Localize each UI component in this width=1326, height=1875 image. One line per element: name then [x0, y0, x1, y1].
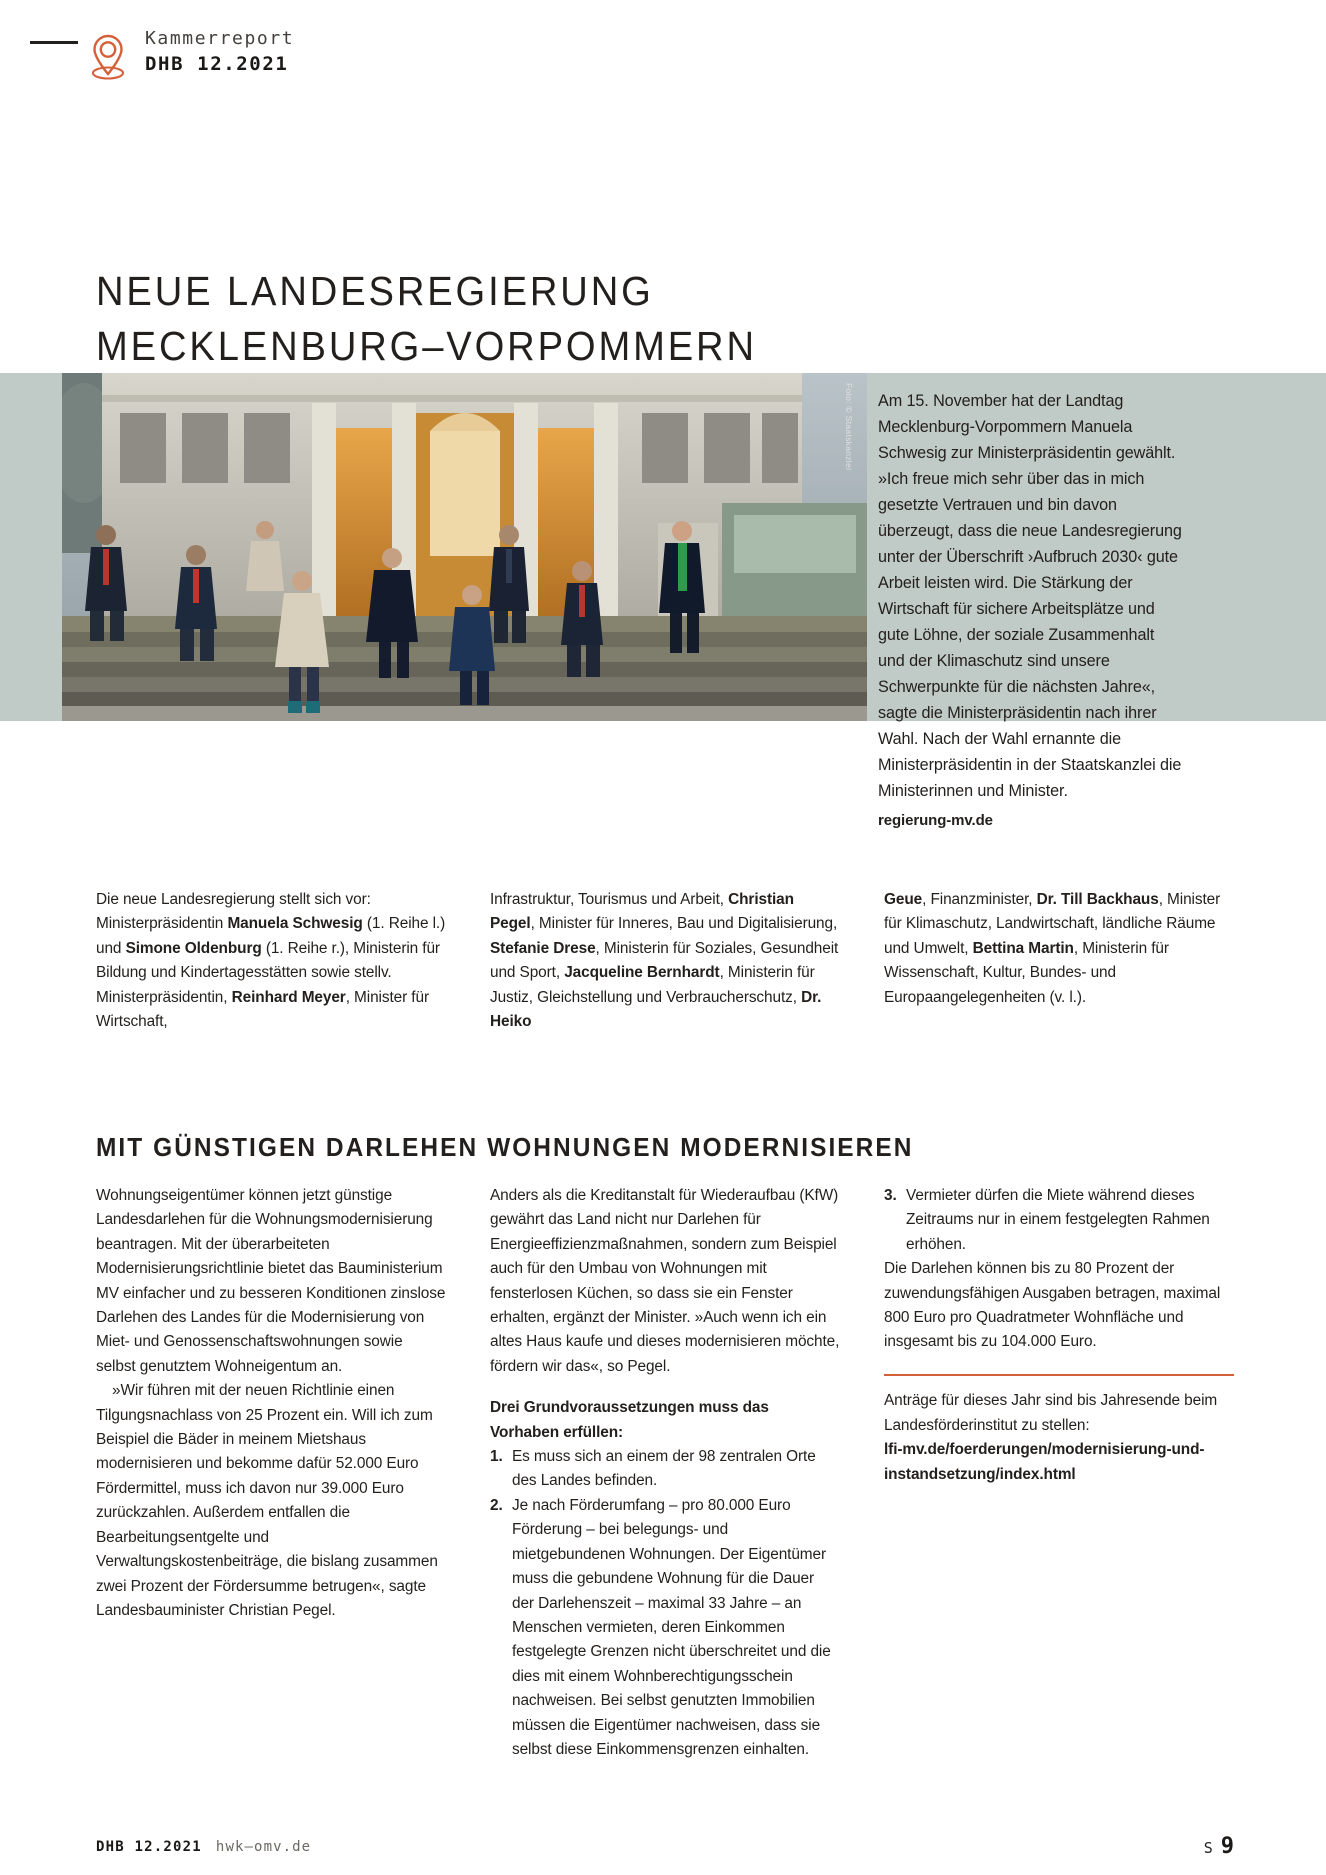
masthead [0, 28, 1326, 94]
caption-name: Stefanie Drese [490, 939, 596, 957]
list-item-text: Vermieter dürfen die Miete während dieses Zeitraums nur in einem festgelegten Rahmen erhöhen. [906, 1187, 1210, 1253]
application-link-line-2[interactable]: instandsetzung/index.html [884, 1465, 1076, 1483]
list-item [884, 1184, 1234, 1257]
page-title-line-2: MECKLENBURG–VORPOMMERN [96, 322, 757, 369]
caption-name: Christian Pegel [490, 891, 794, 933]
caption-text: (1. Reihe l.) und [96, 915, 446, 957]
caption-column-1 [96, 888, 446, 1034]
footer-issue: DHB 12.2021 [96, 1839, 202, 1855]
lead-paragraph-text: Am 15. November hat der Landtag Mecklenburg-Vorpommern Manuela Schwesig zur Ministerpräsidentin gewählt. »Ich freue mich sehr über das in mich gesetzte Vertrauen und bin davon überzeugt, dass die neue Landesregierung unter der Überschrift ›Aufbruch 2030‹ gute Arbeit leisten wird. Die Stärkung der Wirtschaft für sichere Arbeitsplätze und gute Löhne, der soziale Zusammenhalt und der Klimaschutz sind unsere Schwerpunkte für die nächsten Jahre«, sagte die Ministerpräsidentin nach ihrer Wahl. Nach der Wahl ernannte die Ministerpräsidentin in der Staatskanzlei die Ministerinnen und Minister. [878, 392, 1182, 800]
photo-credit: Foto: © Staatskanzlei [844, 383, 854, 471]
list-item [490, 1445, 840, 1494]
caption-text: , Minister für Wirtschaft, [96, 988, 429, 1031]
application-link-line-1[interactable]: lfi-mv.de/foerderungen/modernisierung-und- [884, 1441, 1205, 1459]
photo-caption [96, 888, 1234, 1034]
lead-source-link[interactable]: regierung-mv.de [878, 812, 993, 829]
caption-name: Dr. Till Backhaus [1036, 891, 1159, 908]
hero-photo [62, 373, 867, 721]
application-note-text: Anträge für dieses Jahr sind bis Jahresende beim Landesförderinstitut zu stellen: [884, 1392, 1218, 1434]
page-number: 9 [1220, 1834, 1234, 1859]
caption-column-3 [884, 888, 1234, 1034]
footer-left [96, 1838, 311, 1856]
list-item-text: Es muss sich an einem der 98 zentralen Orte des Landes befinden. [512, 1448, 816, 1490]
page-title-line-1: NEUE LANDESREGIERUNG [96, 268, 654, 315]
page-title [96, 264, 1026, 373]
location-pin-icon [88, 30, 128, 82]
list-item-number: 2. [490, 1496, 503, 1514]
body-paragraph: Wohnungseigentümer können jetzt günstige Landesdarlehen für die Wohnungsmodernisierung beantragen. Mit der überarbeiteten Modernisierungsrichtlinie bietet das Bauministerium MV einfacher und zu besseren Konditionen zinslose Darlehen des Landes für die Modernisierung von Miet- und Genossenschaftswohnungen sowie selbst genutztem Wohneigentum an. [96, 1187, 446, 1375]
body-subheading: Drei Grundvoraussetzungen muss das Vorhaben erfüllen: [490, 1399, 769, 1441]
caption-text: , Minister für Klimaschutz, Landwirtschaft, ländliche Räume und Umwelt, [884, 891, 1221, 957]
article-body [96, 1184, 1234, 1762]
caption-name: Simone Oldenburg [125, 939, 262, 957]
masthead-rule [30, 41, 78, 44]
lead-paragraph [878, 388, 1184, 833]
caption-text: , Finanzminister, [922, 891, 1037, 908]
footer-right [1204, 1834, 1234, 1859]
masthead-issue: DHB 12.2021 [145, 53, 289, 76]
list-item [490, 1494, 840, 1762]
caption-text: , Ministerin für Soziales, Gesundheit und Sport, [490, 939, 839, 982]
body-paragraph: Die Darlehen können bis zu 80 Prozent der zuwendungsfähigen Ausgaben betragen, maximal 800 Euro pro Quadratmeter Wohnfläche und insgesamt bis zu 104.000 Euro. [884, 1260, 1221, 1351]
caption-name: Manuela Schwesig [227, 915, 363, 933]
caption-text: , Ministerin für Wissenschaft, Kultur, Bundes- und Europaangelegenheiten (v. l.). [884, 939, 1169, 1006]
caption-text: , Ministerin für Justiz, Gleichstellung und Verbraucherschutz, [490, 964, 815, 1006]
body-column-3 [884, 1184, 1234, 1762]
caption-text: Infrastruktur, Tourismus und Arbeit, [490, 891, 729, 908]
caption-column-2 [490, 888, 840, 1034]
body-paragraph: Anders als die Kreditanstalt für Wiederaufbau (KfW) gewährt das Land nicht nur Darlehen für Energieeffizienzmaßnahmen, sondern zum Beispiel auch für den Umbau von Wohnungen mit fensterlosen Küchen, so dass sie ein Fenster erhalten, ergänzt der Minister. »Auch wenn ich ein altes Haus kaufe und dieses modernisieren möchte, fördern wir das«, so Pegel. [490, 1187, 840, 1375]
section-heading: MIT GÜNSTIGEN DARLEHEN WOHNUNGEN MODERNISIEREN [96, 1131, 914, 1162]
list-item-text: Je nach Förderumfang – pro 80.000 Euro Förderung – bei belegungs- und mietgebundenen Wohnungen. Der Eigentümer muss die gebundene Wohnung für die Dauer der Darlehenszeit – maximal 33 Jahre – an Menschen vermieten, deren Einkommen festgelegte Grenzen nicht überschreitet und die dies mit einem Wohnberechtigungsschein nachweisen. Bei selbst genutzten Immobilien müssen die Eigentümer nachweisen, dass sie selbst diese Einkommensgrenzen einhalten. [512, 1496, 831, 1758]
requirements-list [490, 1445, 840, 1762]
caption-text: , Minister für Inneres, Bau und Digitalisierung, [530, 915, 838, 933]
caption-name: Jacqueline Bernhardt [564, 964, 720, 982]
caption-name: Dr. Heiko [490, 988, 822, 1031]
requirements-list-continued [884, 1184, 1234, 1257]
footer-url[interactable]: hwk–omv.de [215, 1839, 312, 1855]
caption-name: Reinhard Meyer [231, 988, 346, 1006]
caption-text: (1. Reihe r.), Ministerin für Bildung und Kindertagesstätten sowie stellv. Ministerpräsidentin, [96, 939, 440, 1006]
caption-text: Die neue Landesregierung stellt sich vor: Ministerpräsidentin [96, 891, 371, 933]
caption-name: Bettina Martin [972, 939, 1074, 957]
list-item-number: 1. [490, 1448, 503, 1466]
body-column-2 [490, 1184, 840, 1762]
application-note [884, 1389, 1234, 1487]
masthead-text [145, 26, 294, 79]
masthead-kicker: Kammerreport [145, 28, 295, 49]
accent-divider [884, 1374, 1234, 1377]
list-item-number: 3. [884, 1187, 897, 1204]
page-label: S [1203, 1839, 1214, 1857]
body-paragraph: »Wir führen mit der neuen Richtlinie einen Tilgungsnachlass von 25 Prozent ein. Will ich zum Beispiel die Bäder in meinem Mietshaus modernisieren und bekomme dafür 52.000 Euro Fördermittel, muss ich davon nur 39.000 Euro zurückzahlen. Außerdem entfallen die Bearbeitungsentgelte und Verwaltungskostenbeiträge, die bislang zusammen zwei Prozent der Fördersumme betrugen«, sagte Landesbauminister Christian Pegel. [96, 1382, 438, 1619]
caption-name: Geue [884, 891, 923, 908]
body-column-1 [96, 1184, 446, 1762]
